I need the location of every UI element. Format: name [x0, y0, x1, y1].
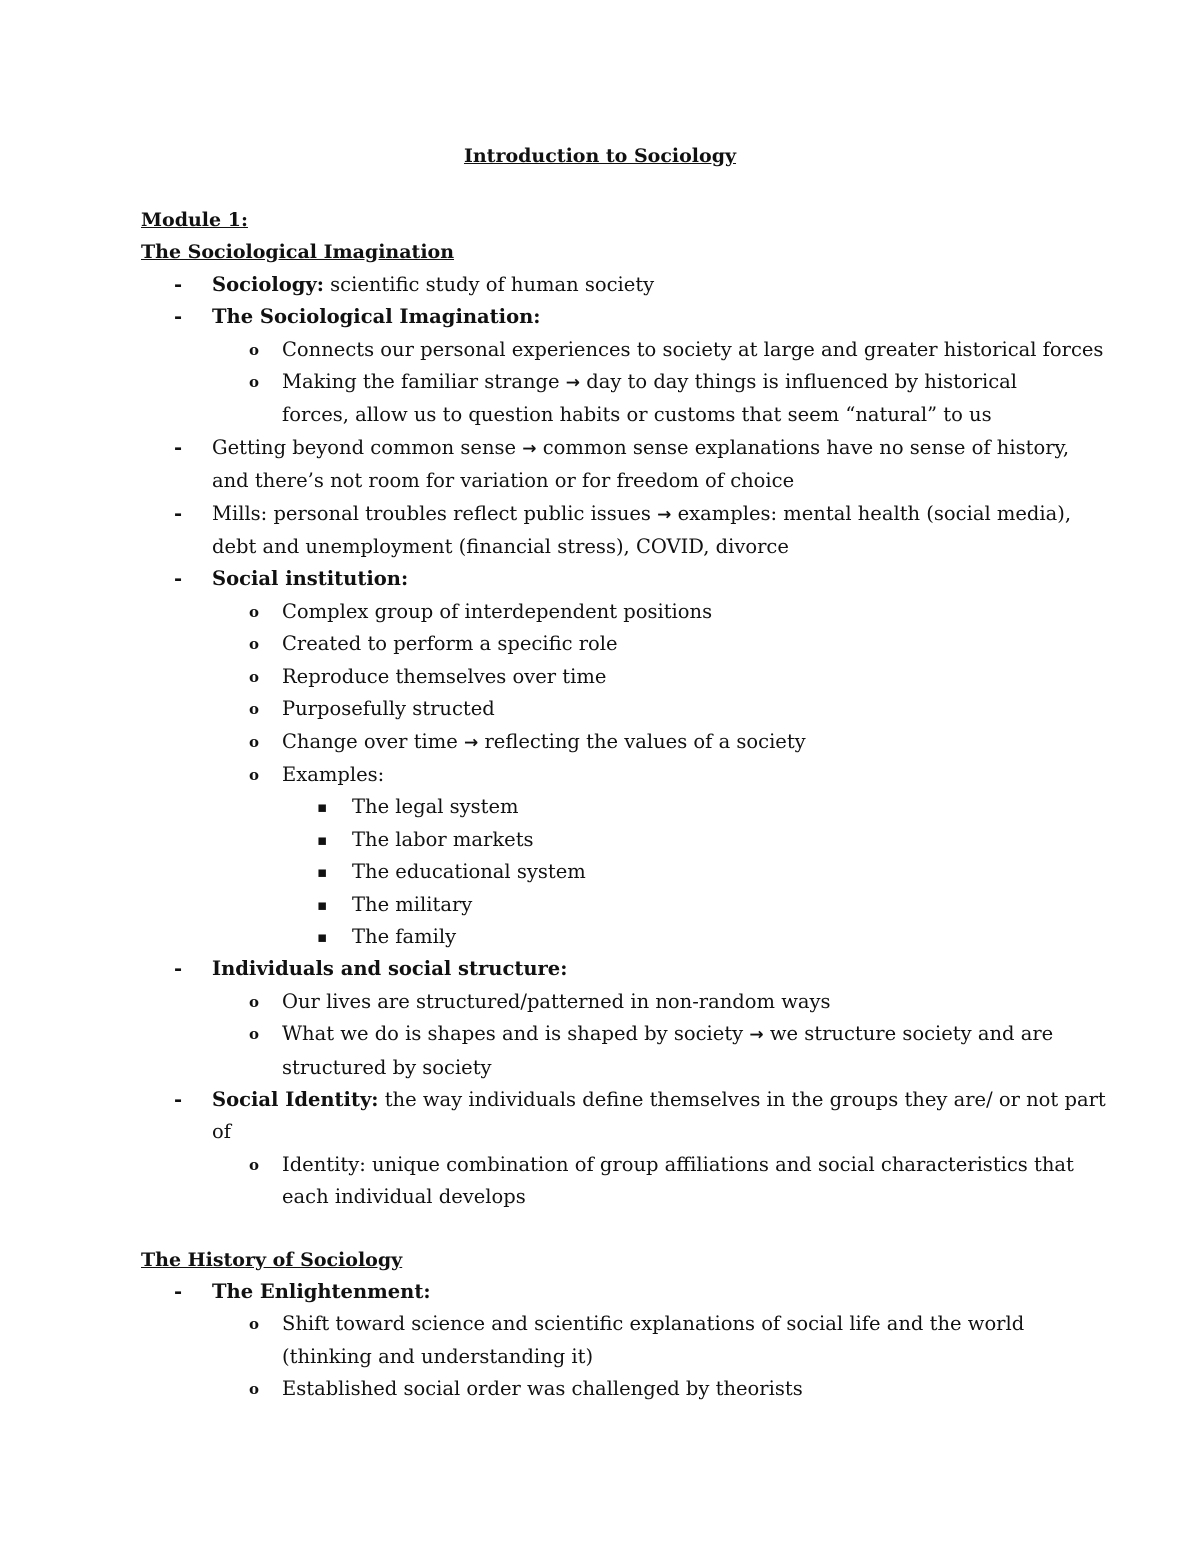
- term-label: The Sociological Imagination:: [212, 305, 541, 329]
- item-text: day to day things is influenced by historical: [580, 370, 1017, 394]
- sub-list-item: [141, 986, 1071, 1018]
- circle-bullet-icon: o: [249, 1025, 260, 1044]
- term-label: Sociology:: [212, 272, 324, 296]
- dash-bullet: -: [174, 305, 183, 329]
- list-item: [141, 1276, 1071, 1308]
- item-text: examples: mental health (social media),: [671, 501, 1072, 525]
- circle-bullet-icon: o: [249, 1315, 260, 1334]
- item-text: Change over time: [282, 729, 465, 753]
- term-label: Individuals and social structure:: [212, 957, 568, 981]
- circle-bullet-icon: o: [249, 992, 260, 1011]
- example-item: [141, 824, 1071, 856]
- item-text: Reproduce themselves over time: [282, 664, 607, 688]
- circle-bullet-icon: o: [249, 732, 260, 751]
- item-text: Complex group of interdependent positions: [282, 599, 713, 623]
- item-text: Making the familiar strange: [282, 370, 566, 394]
- circle-bullet-icon: o: [249, 765, 260, 784]
- dash-bullet: -: [174, 1280, 183, 1303]
- square-bullet-icon: ▪: [317, 863, 328, 882]
- term-label: Social Identity:: [212, 1087, 379, 1111]
- item-text: we structure society and are: [763, 1022, 1054, 1046]
- item-continuation: of: [212, 1120, 231, 1144]
- square-bullet-icon: ▪: [317, 927, 328, 946]
- item-text: The educational system: [352, 860, 586, 884]
- sub-list-item: [141, 334, 1104, 366]
- item-continuation: forces, allow us to question habits or customs that seem “natural” to us: [282, 403, 992, 427]
- item-text: The family: [352, 924, 457, 948]
- sub-list-item: [141, 726, 1071, 759]
- term-label: The Enlightenment:: [212, 1280, 431, 1303]
- circle-bullet-icon: o: [249, 1155, 260, 1174]
- arrow-icon: →: [657, 504, 672, 525]
- item-text: Getting beyond common sense: [212, 435, 523, 459]
- item-text: Created to perform a specific role: [282, 632, 618, 656]
- example-item: [141, 791, 1071, 823]
- list-item: [141, 498, 1071, 531]
- item-continuation: debt and unemployment (financial stress), COVID, divorce: [212, 535, 789, 559]
- arrow-icon: →: [464, 732, 479, 753]
- square-bullet-icon: ▪: [317, 895, 328, 914]
- example-item: [141, 921, 1071, 953]
- item-text: The labor markets: [352, 827, 534, 851]
- section-heading-sociological-imagination: The Sociological Imagination: [141, 241, 455, 264]
- document-body: [141, 204, 1106, 1406]
- sub-list-item: [141, 366, 1071, 399]
- item-text: The legal system: [352, 795, 519, 819]
- item-text: Examples:: [282, 762, 385, 786]
- dash-bullet: -: [174, 957, 183, 981]
- arrow-icon: →: [522, 438, 537, 459]
- square-bullet-icon: ▪: [317, 798, 328, 817]
- module-heading: Module 1:: [141, 209, 248, 231]
- arrow-icon: →: [565, 373, 581, 394]
- item-text: common sense explanations have no sense of history,: [536, 435, 1070, 459]
- list-item: [141, 953, 1071, 985]
- dash-bullet: -: [174, 435, 183, 459]
- item-text: Shift toward science and scientific explanations of social life and the world: [282, 1312, 1025, 1336]
- list-item: [141, 432, 1071, 465]
- sub-list-item: [141, 596, 1071, 628]
- sub-list-item: [141, 661, 1071, 693]
- item-text: The military: [352, 892, 473, 916]
- term-text: scientific study of human society: [323, 272, 655, 296]
- dash-bullet: -: [174, 272, 183, 296]
- item-text: What we do is shapes and is shaped by society: [282, 1022, 750, 1046]
- circle-bullet-icon: o: [249, 373, 260, 392]
- sub-list-item: [141, 693, 1071, 725]
- item-text: Identity: unique combination of group affiliations and social characteristics that: [282, 1152, 1074, 1176]
- circle-bullet-icon: o: [249, 667, 260, 686]
- item-continuation: structured by society: [282, 1055, 492, 1079]
- dash-bullet: -: [174, 501, 183, 525]
- term-text: the way individuals define themselves in the groups they are/ or not part: [378, 1087, 1106, 1111]
- list-item: [141, 563, 1071, 595]
- dash-bullet: -: [174, 1087, 183, 1111]
- square-bullet-icon: ▪: [317, 830, 328, 849]
- item-text: reflecting the values of a society: [478, 729, 806, 753]
- sub-list-item: [141, 628, 1071, 660]
- example-item: [141, 889, 1071, 921]
- list-item: [141, 301, 1071, 333]
- sub-list-item: [141, 1018, 1071, 1051]
- circle-bullet-icon: o: [249, 602, 260, 621]
- arrow-icon: →: [749, 1025, 764, 1046]
- sub-list-item: [141, 1149, 1074, 1181]
- item-continuation: and there’s not room for variation or for freedom of choice: [212, 469, 795, 493]
- circle-bullet-icon: o: [249, 1380, 260, 1399]
- item-text: Our lives are structured/patterned in non-random ways: [282, 989, 831, 1013]
- dash-bullet: -: [174, 567, 183, 591]
- item-text: Established social order was challenged by theorists: [282, 1377, 803, 1401]
- list-item: [141, 269, 1071, 301]
- item-continuation: (thinking and understanding it): [282, 1344, 594, 1368]
- item-text: Connects our personal experiences to society at large and greater historical forces: [282, 337, 1104, 361]
- circle-bullet-icon: o: [249, 700, 260, 719]
- term-label: Social institution:: [212, 567, 409, 591]
- section-heading-history: The History of Sociology: [141, 1248, 403, 1271]
- section-spacer: [141, 1214, 1071, 1244]
- circle-bullet-icon: o: [249, 340, 260, 359]
- sub-list-item: [141, 1373, 1071, 1405]
- sub-list-item: [141, 1308, 1071, 1340]
- page-title: Introduction to Sociology: [463, 145, 737, 167]
- circle-bullet-icon: o: [249, 635, 260, 654]
- item-continuation: each individual develops: [282, 1185, 526, 1209]
- item-text: Mills: personal troubles reflect public issues: [212, 501, 658, 525]
- item-text: Purposefully structed: [282, 697, 495, 721]
- sub-list-item: [141, 759, 1071, 791]
- list-item: [141, 1084, 1106, 1116]
- example-item: [141, 856, 1071, 888]
